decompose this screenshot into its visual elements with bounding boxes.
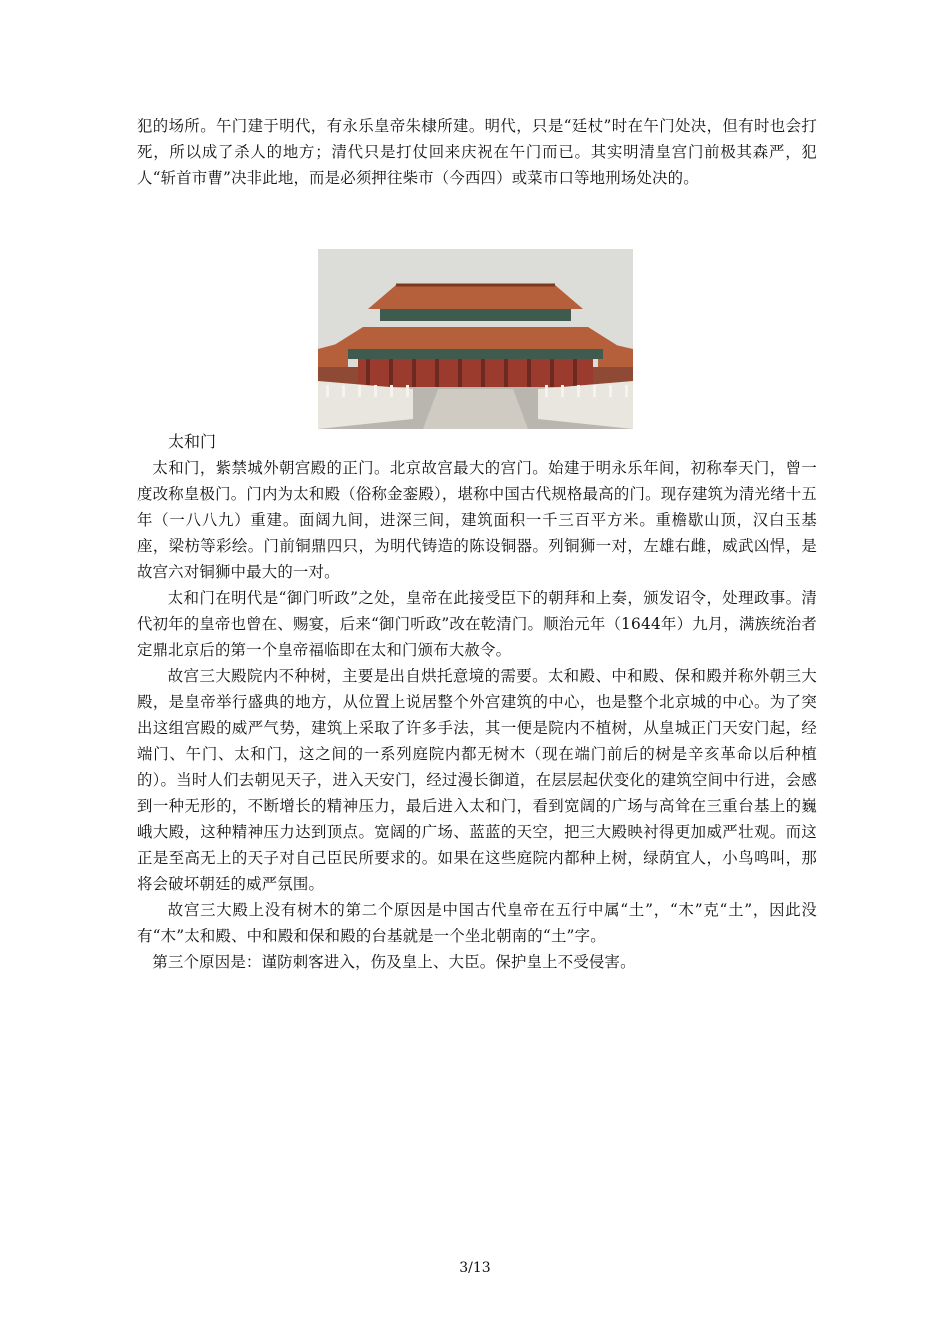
hall-photo [318, 249, 633, 429]
hall-column [527, 359, 531, 387]
hall-column [389, 359, 393, 387]
hall-column [550, 359, 554, 387]
hall-wall [358, 359, 593, 387]
body-text-block [137, 455, 817, 975]
balustrade-post [358, 385, 361, 397]
section-title: 太和门 [168, 432, 217, 451]
balustrade-post [561, 385, 564, 397]
hall-column [435, 359, 439, 387]
hall-column [458, 359, 462, 387]
balustrade-post [577, 385, 580, 397]
intro-paragraph-block [137, 113, 817, 191]
central-stairway [423, 389, 528, 429]
hall-column [412, 359, 416, 387]
balustrade-post [326, 385, 329, 397]
balustrade-post [390, 385, 393, 397]
balustrade-post [374, 385, 377, 397]
hall-column [366, 359, 370, 387]
paragraph-no-trees-reason-1: 故宫三大殿院内不种树，主要是出自烘托意境的需要。太和殿、中和殿、保和殿并称外朝三大殿，是皇帝举行盛典的地方，从位置上说居整个外宫建筑的中心，也是整个北京城的中心。为了突出这组宫殿的威严气势，建筑上采取了许多手法，其一便是院内不植树，从皇城正门天安门起，经端门、午门、太和门，这之间的一系列庭院内都无树木（现在端门前后的树是辛亥革命以后种植的）。当时人们去朝见天子，进入天安门，经过漫长御道，在层层起伏变化的建筑空间中行进，会感到一种无形的，不断增长的精神压力，最后进入太和门，看到宽阔的广场与高耸在三重台基上的巍峨大殿，这种精神压力达到顶点。宽阔的广场、蓝蓝的天空，把三大殿映衬得更加威严壮观。而这正是至高无上的天子对自己臣民所要求的。如果在这些庭院内都种上树，绿荫宜人，小鸟鸣叫，那将会破坏朝廷的威严氛围。 [137, 667, 817, 893]
lower-roof [328, 327, 623, 349]
paragraph-taihemen-intro: 太和门，紫禁城外朝宫殿的正门。北京故宫最大的宫门。始建于明永乐年间，初称奉天门，曾一度改称皇极门。门内为太和殿（俗称金銮殿），堪称中国古代规格最高的门。现存建筑为清光绪十五年（一八八九）重建。面阔九间，进深三间，建筑面积一千三百平方米。重檐歇山顶，汉白玉基座，梁枋等彩绘。门前铜鼎四只，为明代铸造的陈设铜器。列铜狮一对，左雄右雌，威武凶悍，是故宫六对铜狮中最大的一对。 [137, 459, 817, 581]
balustrade-post [609, 385, 612, 397]
paragraph-imperial-audience: 太和门在明代是“御门听政”之处，皇帝在此接受臣下的朝拜和上奏，颁发诏令，处理政事。清代初年的皇帝也曾在、赐宴，后来“御门听政”改在乾清门。顺治元年（1644年）九月，满族统治者定鼎北京后的第一个皇帝福临即在太和门颁布大赦令。 [137, 589, 817, 659]
upper-roof [368, 285, 583, 309]
hall-column [504, 359, 508, 387]
paragraph-no-trees-reason-2: 故宫三大殿上没有树木的第二个原因是中国古代皇帝在五行中属“土”，“木”克“土”，因此没有“木”太和殿、中和殿和保和殿的台基就是一个坐北朝南的“土”字。 [137, 901, 817, 945]
intro-paragraph: 犯的场所。午门建于明代，有永乐皇帝朱棣所建。明代，只是“廷杖”时在午门处决，但有时也会打死，所以成了杀人的地方；清代只是打仗回来庆祝在午门而已。其实明清皇宫门前极其森严，犯人“斩首市曹”决非此地，而是必须押往柴市（今西四）或菜市口等地刑场处决的。 [137, 117, 817, 187]
hall-photo-illustration [318, 249, 633, 429]
balustrade-post [406, 385, 409, 397]
balustrade-post [625, 385, 628, 397]
page-number: 3/13 [459, 1260, 491, 1276]
paragraph-no-trees-reason-3: 第三个原因是：谨防刺客进入，伤及皇上、大臣。保护皇上不受侵害。 [152, 953, 636, 971]
hall-column [573, 359, 577, 387]
balustrade-post [593, 385, 596, 397]
balustrade-post [342, 385, 345, 397]
balustrade-post [545, 385, 548, 397]
lower-bracket-band [348, 349, 603, 359]
upper-bracket-band [380, 309, 571, 321]
hall-column [481, 359, 485, 387]
